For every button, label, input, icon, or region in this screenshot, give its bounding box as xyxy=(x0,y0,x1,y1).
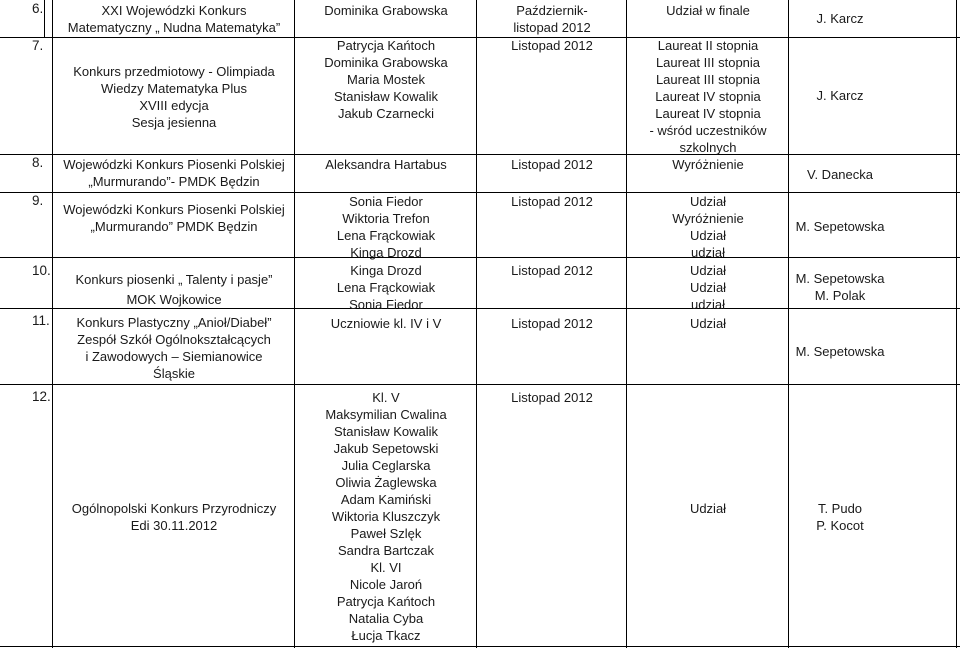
date-cell xyxy=(478,2,626,36)
date-cell xyxy=(478,193,626,210)
student-name: Aleksandra Hartabus xyxy=(325,157,447,172)
result-line: Laureat IV stopnia xyxy=(655,106,761,121)
row-number: 11. xyxy=(32,313,50,328)
competition-line: MOK Wojkowice xyxy=(126,292,222,307)
student-name: Patrycja Kańtoch xyxy=(336,594,436,609)
students-cell xyxy=(296,37,476,122)
result-line: Udział xyxy=(689,280,727,295)
student-name: Sonia Fiedor xyxy=(349,194,423,209)
result-line: Udział xyxy=(689,316,727,331)
column-divider xyxy=(294,0,295,648)
students-cell xyxy=(296,2,476,19)
teacher-cell xyxy=(790,10,890,27)
competition-line: Edi 30.11.2012 xyxy=(130,518,218,533)
students-cell xyxy=(296,389,476,644)
competition-line: XXI Wojewódzki Konkurs xyxy=(101,3,247,18)
date-line: Listopad 2012 xyxy=(511,38,593,53)
student-name: Adam Kamiński xyxy=(340,492,432,507)
student-name: Lena Frąckowiak xyxy=(336,228,436,243)
date-line: Listopad 2012 xyxy=(511,316,593,331)
result-cell xyxy=(628,156,788,173)
date-cell xyxy=(478,262,626,279)
competition-line: Śląskie xyxy=(153,366,195,381)
student-name: Jakub Sepetowski xyxy=(333,441,439,456)
teacher-cell xyxy=(790,343,890,360)
competition-cell xyxy=(54,270,294,310)
row-number: 6. xyxy=(32,1,44,16)
teacher-name: J. Karcz xyxy=(816,88,864,103)
teacher-name: M. Sepetowska xyxy=(795,219,885,234)
teacher-cell xyxy=(790,500,890,534)
date-line: Listopad 2012 xyxy=(511,390,593,405)
result-line: udział xyxy=(691,297,725,312)
date-cell xyxy=(478,389,626,406)
teacher-cell xyxy=(790,87,890,104)
student-name: Nicole Jaroń xyxy=(349,577,423,592)
student-name: Łucja Tkacz xyxy=(351,628,421,643)
student-name: Patrycja Kańtoch xyxy=(336,38,436,53)
competition-cell xyxy=(54,314,294,382)
student-name: Kinga Drozd xyxy=(350,263,422,278)
student-name: Sonia Fiedor xyxy=(349,297,423,312)
date-cell xyxy=(478,315,626,332)
date-line: Listopad 2012 xyxy=(511,194,593,209)
competition-cell xyxy=(54,2,294,36)
students-cell xyxy=(296,315,476,332)
competition-line: Ogólnopolski Konkurs Przyrodniczy xyxy=(71,501,277,516)
result-line: Laureat III stopnia xyxy=(655,72,761,87)
result-line: Udział xyxy=(689,501,727,516)
competition-line: Wojewódzki Konkurs Piosenki Polskiej xyxy=(63,157,285,172)
students-cell xyxy=(296,156,476,173)
result-line: Laureat III stopnia xyxy=(655,55,761,70)
date-cell xyxy=(478,156,626,173)
student-name: Stanisław Kowalik xyxy=(333,424,439,439)
result-line: Wyróżnienie xyxy=(672,211,744,226)
competition-cell xyxy=(54,63,294,131)
column-divider xyxy=(52,0,53,648)
student-name: Sandra Bartczak xyxy=(337,543,435,558)
column-divider xyxy=(788,0,789,648)
student-name: Paweł Szlęk xyxy=(350,526,422,541)
student-name: Uczniowie kl. IV i V xyxy=(330,316,442,331)
row-number: 9. xyxy=(32,193,44,208)
competition-line: Wiedzy Matematyka Plus xyxy=(101,81,247,96)
teacher-cell xyxy=(790,166,890,183)
result-line: Udział xyxy=(689,194,727,209)
competition-line: Zespół Szkół Ogólnokształcących xyxy=(77,332,271,347)
result-cell xyxy=(628,315,788,332)
row-divider xyxy=(0,646,960,647)
date-line: Listopad 2012 xyxy=(511,157,593,172)
result-line: udział xyxy=(691,245,725,260)
teacher-cell xyxy=(790,270,890,304)
result-line: Udział xyxy=(689,263,727,278)
row-divider xyxy=(0,257,960,258)
student-name: Jakub Czarnecki xyxy=(337,106,435,121)
student-name: Natalia Cyba xyxy=(348,611,424,626)
result-cell xyxy=(628,262,788,313)
students-cell xyxy=(296,193,476,261)
teacher-name: M. Polak xyxy=(814,288,866,303)
competition-line: XVIII edycja xyxy=(139,98,209,113)
competition-line: „Murmurando”- PMDK Będzin xyxy=(88,174,260,189)
row-divider xyxy=(0,384,960,385)
competition-line: Konkurs przedmiotowy - Olimpiada xyxy=(73,64,275,79)
student-name: Kl. VI xyxy=(370,560,402,575)
result-cell xyxy=(628,500,788,517)
teacher-name: T. Pudo xyxy=(817,501,863,516)
student-name: Julia Ceglarska xyxy=(341,458,431,473)
teacher-name: V. Danecka xyxy=(806,167,873,182)
date-line: Październik- xyxy=(516,3,588,18)
date-line: listopad 2012 xyxy=(513,20,591,35)
result-line: - wśród uczestników xyxy=(649,123,767,138)
column-divider xyxy=(956,0,957,648)
result-line: Laureat II stopnia xyxy=(657,38,759,53)
result-line: Udział xyxy=(689,228,727,243)
student-name: Oliwia Żaglewska xyxy=(335,475,437,490)
competition-cell xyxy=(54,156,294,190)
teacher-name: P. Kocot xyxy=(816,518,864,533)
teacher-cell xyxy=(790,218,890,235)
date-cell xyxy=(478,37,626,54)
result-line: Laureat IV stopnia xyxy=(655,89,761,104)
student-name: Kinga Drozd xyxy=(350,245,422,260)
competition-cell xyxy=(54,500,294,534)
competition-line: i Zawodowych – Siemianowice xyxy=(85,349,263,364)
competition-line: Konkurs piosenki „ Talenty i pasje” xyxy=(75,272,273,287)
result-line: Wyróżnienie xyxy=(672,157,744,172)
row-number: 12. xyxy=(32,389,51,404)
result-cell xyxy=(628,193,788,261)
competition-line: Wojewódzki Konkurs Piosenki Polskiej xyxy=(63,202,285,217)
student-name: Dominika Grabowska xyxy=(324,3,448,18)
student-name: Maksymilian Cwalina xyxy=(325,407,447,422)
student-name: Wiktoria Kluszczyk xyxy=(331,509,441,524)
students-cell xyxy=(296,262,476,313)
teacher-name: M. Sepetowska xyxy=(795,271,885,286)
result-cell xyxy=(628,37,788,156)
competition-line: Matematyczny „ Nudna Matematyka” xyxy=(67,20,281,35)
result-cell xyxy=(628,2,788,19)
student-name: Lena Frąckowiak xyxy=(336,280,436,295)
result-line: szkolnych xyxy=(679,140,737,155)
student-name: Wiktoria Trefon xyxy=(342,211,430,226)
row-number: 7. xyxy=(32,38,44,53)
competition-line: Konkurs Plastyczny „Anioł/Diabeł” xyxy=(76,315,272,330)
row-number: 8. xyxy=(32,155,44,170)
teacher-name: M. Sepetowska xyxy=(795,344,885,359)
student-name: Maria Mostek xyxy=(346,72,426,87)
student-name: Stanisław Kowalik xyxy=(333,89,439,104)
student-name: Kl. V xyxy=(372,390,400,405)
column-divider xyxy=(476,0,477,648)
competition-line: „Murmurando” PMDK Będzin xyxy=(90,219,258,234)
competition-line: Sesja jesienna xyxy=(131,115,217,130)
competition-cell xyxy=(54,201,294,235)
row-number: 10. xyxy=(32,263,51,278)
result-line: Udział w finale xyxy=(666,3,750,18)
date-line: Listopad 2012 xyxy=(511,263,593,278)
row-divider xyxy=(0,154,960,155)
teacher-name: J. Karcz xyxy=(816,11,864,26)
number-divider xyxy=(44,0,53,37)
student-name: Dominika Grabowska xyxy=(324,55,448,70)
column-divider xyxy=(626,0,627,648)
